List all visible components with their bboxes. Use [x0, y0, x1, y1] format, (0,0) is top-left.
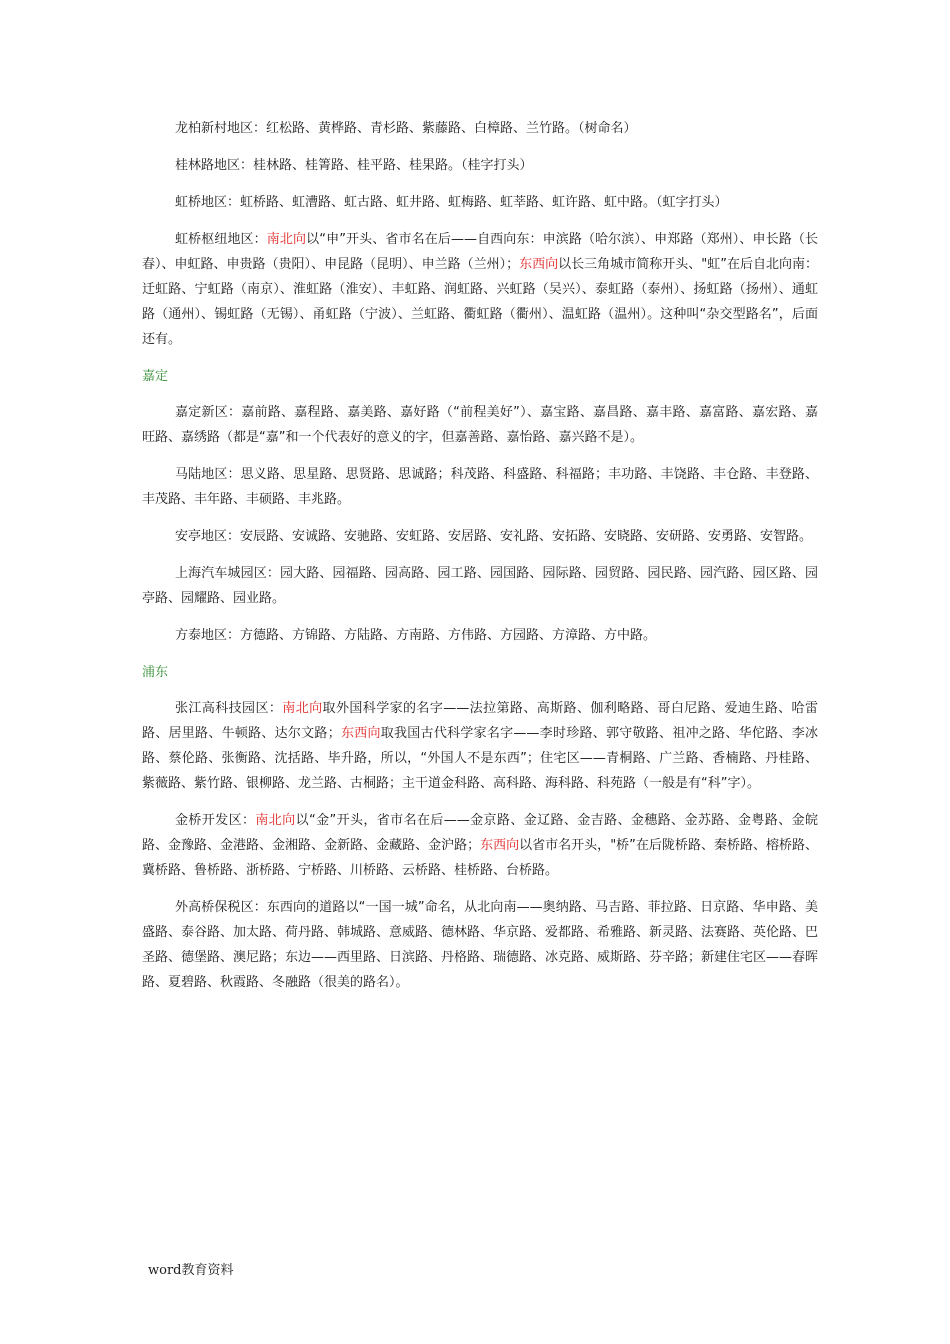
direction-label: 东西向 [340, 726, 381, 741]
paragraph [142, 462, 818, 512]
direction-label: 南北向 [255, 813, 296, 828]
paragraph [142, 623, 818, 648]
document-body [142, 116, 818, 1007]
text-run: 以省市名开头，"桥”在后陇桥路、秦桥路、榕桥路、冀桥路、鲁桥路、浙桥路、宁桥路、川桥路、云桥路、桂桥路、台桥路。 [142, 838, 818, 878]
paragraph [142, 895, 818, 995]
paragraph [142, 116, 818, 141]
paragraph [142, 400, 818, 450]
text-run: 金桥开发区： [175, 813, 256, 828]
text-run: 以“申”开头、省市名在后——自西向东：申滨路（哈尔滨）、申郑路（郑州）、申长路（长春）、申虹路、申贵路（贵阳）、申昆路（昆明）、申兰路（兰州）； [142, 232, 818, 272]
text-run: 浦东 [142, 665, 169, 680]
text-run: 取我国古代科学家名字——李时珍路、郭守敬路、祖冲之路、华佗路、李冰路、蔡伦路、张衡路、沈括路、毕升路，所以，“外国人不是东西”；住宅区——青桐路、广兰路、香楠路、丹桂路、紫薇路、紫竹路、银柳路、龙兰路、古桐路；主干道金科路、高科路、海科路、科苑路（一般是有“科”字）。 [142, 726, 818, 791]
paragraph [142, 561, 818, 611]
paragraph [142, 190, 818, 215]
text-run: 上海汽车城园区：园大路、园福路、园高路、园工路、园国路、园际路、园贸路、园民路、园汽路、园区路、园亭路、园耀路、园业路。 [142, 566, 818, 606]
text-run: 马陆地区：思义路、思星路、思贤路、思诚路；科茂路、科盛路、科福路；丰功路、丰饶路、丰仓路、丰登路、丰茂路、丰年路、丰硕路、丰兆路。 [142, 467, 818, 507]
section-heading [142, 660, 818, 685]
paragraph [142, 696, 818, 796]
text-run: 嘉定 [142, 369, 169, 384]
direction-label: 东西向 [519, 257, 559, 272]
text-run: 虹桥地区：虹桥路、虹漕路、虹古路、虹井路、虹梅路、虹莘路、虹许路、虹中路。（虹字打头） [175, 195, 728, 210]
text-run: 桂林路地区：桂林路、桂箐路、桂平路、桂果路。（桂字打头） [175, 158, 533, 173]
text-run: 外高桥保税区：东西向的道路以“一国一城”命名，从北向南——奥纳路、马吉路、菲拉路、日京路、华申路、美盛路、泰谷路、加太路、荷丹路、韩城路、意威路、德林路、华京路、爱都路、希雅路、新灵路、法赛路、英伦路、巴圣路、德堡路、澳尼路；东边——西里路、日滨路、丹格路、瑞德路、冰克路、威斯路、芬辛路；新建住宅区——春晖路、夏碧路、秋霞路、冬融路（很美的路名）。 [142, 900, 819, 990]
text-run: 以“金”开头，省市名在后——金京路、金辽路、金吉路、金穗路、金苏路、金粤路、金皖路、金豫路、金港路、金湘路、金新路、金藏路、金沪路； [142, 813, 818, 853]
direction-label: 南北向 [266, 232, 307, 247]
direction-label: 东西向 [480, 838, 520, 853]
section-heading [142, 364, 818, 389]
paragraph [142, 808, 818, 883]
paragraph [142, 153, 818, 178]
text-run: 虹桥枢纽地区： [175, 232, 267, 247]
text-run: 龙柏新村地区：红松路、黄桦路、青杉路、紫藤路、白樟路、兰竹路。（树命名） [175, 121, 637, 136]
paragraph [142, 227, 818, 352]
direction-label: 南北向 [282, 701, 323, 716]
paragraph [142, 524, 818, 549]
footer-text: word教育资料 [148, 1263, 234, 1278]
text-run: 嘉定新区：嘉前路、嘉程路、嘉美路、嘉好路（“前程美好”）、嘉宝路、嘉昌路、嘉丰路、嘉富路、嘉宏路、嘉旺路、嘉绣路（都是“嘉”和一个代表好的意义的字，但嘉善路、嘉怡路、嘉兴路不是）。 [142, 405, 818, 445]
text-run: 张江高科技园区： [175, 701, 283, 716]
text-run: 取外国科学家的名字——法拉第路、高斯路、伽利略路、哥白尼路、爱迪生路、哈雷路、居里路、牛顿路、达尔文路； [142, 701, 818, 741]
text-run: 方泰地区：方德路、方锦路、方陆路、方南路、方伟路、方园路、方漳路、方中路。 [175, 628, 657, 643]
text-run: 以长三角城市简称开头、"虹”在后自北向南：迁虹路、宁虹路（南京）、淮虹路（淮安）、丰虹路、润虹路、兴虹路（吴兴）、泰虹路（泰州）、扬虹路（扬州）、通虹路（通州）、锡虹路（无锡）、甬虹路（宁波）、兰虹路、衢虹路（衢州）、温虹路（温州）。这种叫“杂交型路名”，后面还有。 [142, 257, 818, 347]
text-run: 安亭地区：安辰路、安诚路、安驰路、安虹路、安居路、安礼路、安拓路、安晓路、安研路、安勇路、安智路。 [175, 529, 813, 544]
